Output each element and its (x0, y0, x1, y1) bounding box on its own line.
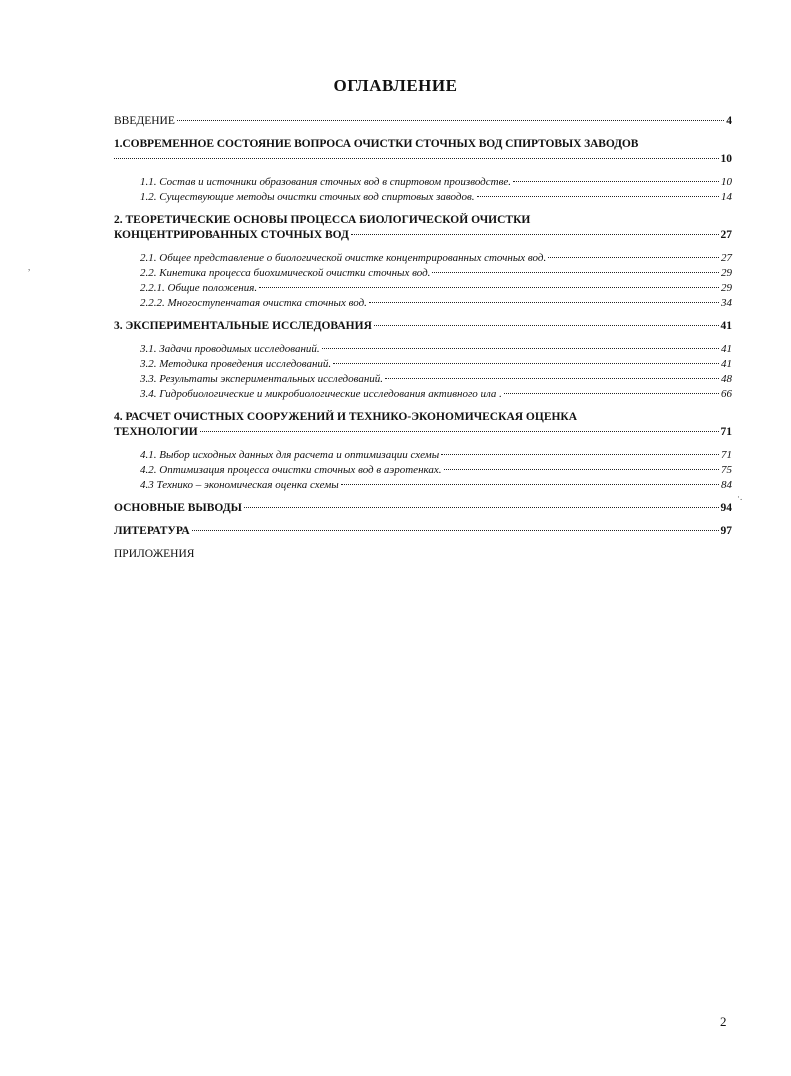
toc-entry-appendix[interactable]: ПРИЛОЖЕНИЯ (114, 548, 195, 560)
toc-subentry-3-1[interactable] (114, 342, 732, 357)
toc-entry-page: 66 (721, 388, 732, 400)
dot-leader (548, 256, 719, 258)
toc-entry-label: 4.1. Выбор исходных данных для расчета и оптимизации схемы (140, 449, 440, 461)
toc-entry-label: 1.1. Состав и источники образования сточных вод в спиртовом производстве. (140, 176, 511, 188)
dot-leader (374, 324, 719, 326)
toc-entry-label: ВВЕДЕНИЕ (114, 115, 175, 127)
toc-entry-page: 71 (720, 426, 732, 438)
page-number: 2 (720, 1014, 727, 1029)
toc-subentry-3-4[interactable] (114, 387, 732, 402)
toc-subentry-2-1[interactable] (114, 251, 732, 266)
toc-entry-label: 4.2. Оптимизация процесса очистки сточных вод в аэротенках. (140, 464, 442, 476)
dot-leader (322, 347, 719, 349)
toc-subentry-4-3[interactable] (114, 478, 732, 493)
toc-entry-label: 3.3. Результаты экспериментальных исследований. (140, 373, 384, 385)
toc-entry-label: 3.2. Методика проведения исследований. (140, 358, 332, 370)
toc-entry-label: 2.1. Общее представление о биологической очистке концентрированных сточных вод. (140, 252, 547, 264)
toc-entry-page: 10 (721, 176, 732, 188)
toc-entry-label: ТЕХНОЛОГИИ (114, 426, 198, 438)
toc-subentry-4-2[interactable] (114, 463, 732, 478)
toc-entry-page: 94 (720, 502, 732, 514)
toc-chapter-4-title-line-2[interactable] (114, 425, 732, 440)
toc-subentry-1-1[interactable] (114, 175, 732, 190)
dot-leader (513, 180, 719, 182)
toc-entry-page: 84 (721, 479, 732, 491)
toc-entry-page: 75 (721, 464, 732, 476)
toc-entry-label: 2.2. Кинетика процесса биохимической очистки сточных вод. (140, 267, 431, 279)
toc-entry-label: 3. ЭКСПЕРИМЕНТАЛЬНЫЕ ИССЛЕДОВАНИЯ (114, 320, 372, 332)
toc-chapter-3-title[interactable] (114, 319, 732, 334)
toc-entry-intro[interactable] (114, 114, 732, 129)
toc-entry-label: ОСНОВНЫЕ ВЫВОДЫ (114, 502, 242, 514)
toc-entry-page: 41 (721, 343, 732, 355)
table-of-contents (114, 114, 732, 562)
toc-entry-page: 48 (721, 373, 732, 385)
toc-entry-label: 2.2.2. Многоступенчатая очистка сточных вод. (140, 297, 367, 309)
dot-leader (200, 430, 719, 432)
toc-chapter-4-title-line-1[interactable]: 4. РАСЧЕТ ОЧИСТНЫХ СООРУЖЕНИЙ И ТЕХНИКО-ЭКОНОМИЧЕСКАЯ ОЦЕНКА (114, 411, 578, 423)
scan-speck: , (28, 262, 31, 272)
toc-entry-page: 29 (721, 267, 732, 279)
toc-entry-label: 2.2.1. Общие положения. (140, 282, 258, 294)
toc-entry-label: 3.4. Гидробиологические и микробиологические исследования активного ила . (140, 388, 502, 400)
toc-subentry-3-3[interactable] (114, 372, 732, 387)
dot-leader (385, 377, 719, 379)
dot-leader (177, 119, 724, 121)
toc-entry-label: 1.2. Существующие методы очистки сточных вод спиртовых заводов. (140, 191, 475, 203)
dot-leader (432, 271, 719, 273)
dot-leader (504, 392, 719, 394)
toc-entry-conclusions[interactable] (114, 501, 732, 516)
dot-leader (259, 286, 719, 288)
toc-entry-label: ЛИТЕРАТУРА (114, 525, 190, 537)
toc-subentry-2-2[interactable] (114, 266, 732, 281)
toc-entry-label: 4.3 Технико – экономическая оценка схемы (140, 479, 339, 491)
dot-leader (114, 157, 719, 159)
toc-entry-page: 71 (721, 449, 732, 461)
toc-chapter-1-title[interactable]: 1.СОВРЕМЕННОЕ СОСТОЯНИЕ ВОПРОСА ОЧИСТКИ СТОЧНЫХ ВОД СПИРТОВЫХ ЗАВОДОВ (114, 138, 639, 150)
toc-subentry-2-2-1[interactable] (114, 281, 732, 296)
toc-entry-page: 29 (721, 282, 732, 294)
toc-subentry-3-2[interactable] (114, 357, 732, 372)
toc-entry-page: 14 (721, 191, 732, 203)
toc-entry-label: 3.1. Задачи проводимых исследований. (140, 343, 320, 355)
toc-entry-page: 10 (720, 153, 732, 165)
dot-leader (333, 362, 719, 364)
dot-leader (441, 453, 719, 455)
toc-entry-page: 97 (720, 525, 732, 537)
toc-entry-page: 27 (721, 252, 732, 264)
dot-leader (444, 468, 719, 470)
dot-leader (341, 483, 719, 485)
dot-leader (244, 506, 719, 508)
scan-speck: ·. (737, 492, 743, 502)
toc-chapter-1-leader-line[interactable] (114, 152, 732, 167)
dot-leader (351, 233, 719, 235)
toc-entry-page: 4 (726, 115, 732, 127)
toc-entry-label: КОНЦЕНТРИРОВАННЫХ СТОЧНЫХ ВОД (114, 229, 349, 241)
toc-chapter-2-title-line-2[interactable] (114, 228, 732, 243)
toc-subentry-2-2-2[interactable] (114, 296, 732, 311)
toc-entry-page: 27 (720, 229, 732, 241)
dot-leader (192, 529, 719, 531)
toc-subentry-1-2[interactable] (114, 190, 732, 205)
toc-chapter-2-title-line-1[interactable]: 2. ТЕОРЕТИЧЕСКИЕ ОСНОВЫ ПРОЦЕССА БИОЛОГИЧЕСКОЙ ОЧИСТКИ (114, 214, 531, 226)
toc-entry-page: 41 (721, 358, 732, 370)
toc-entry-page: 34 (721, 297, 732, 309)
page-title: ОГЛАВЛЕНИЕ (333, 76, 458, 95)
toc-entry-page: 41 (720, 320, 732, 332)
dot-leader (369, 301, 719, 303)
toc-entry-literature[interactable] (114, 524, 732, 539)
toc-subentry-4-1[interactable] (114, 448, 732, 463)
dot-leader (477, 195, 720, 197)
